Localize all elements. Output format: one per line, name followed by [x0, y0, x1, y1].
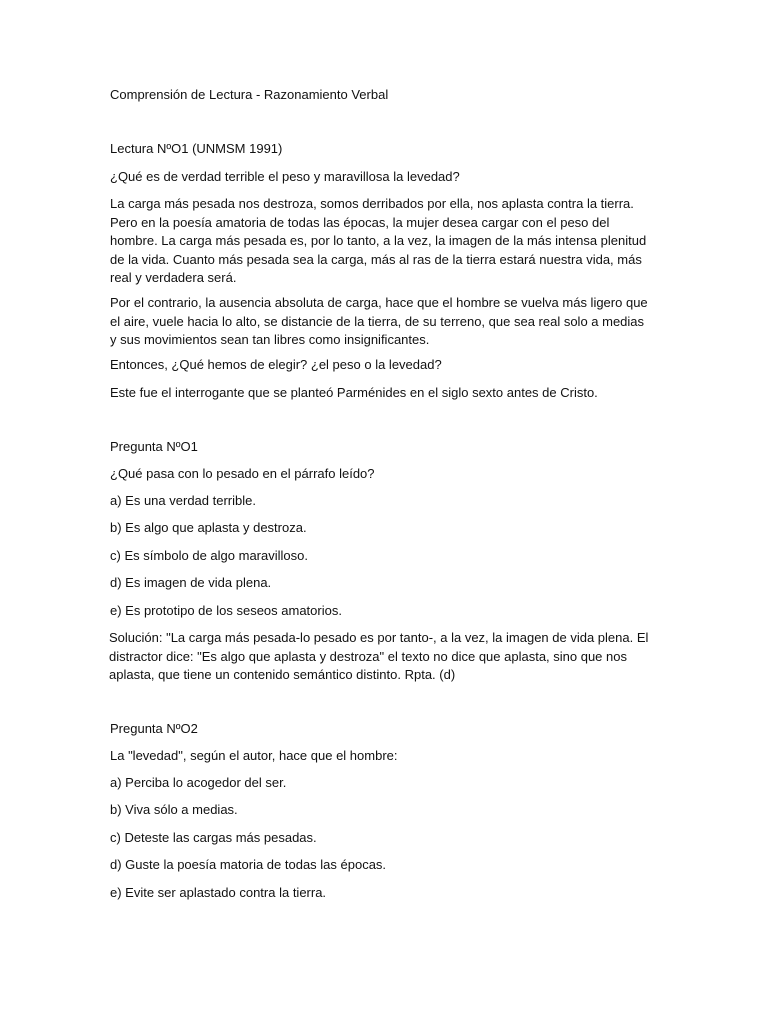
- question-1-prompt: ¿Qué pasa con lo pesado en el párrafo leído?: [110, 466, 375, 481]
- question-1-option-a: a) Es una verdad terrible.: [110, 493, 256, 508]
- question-1-option-d: d) Es imagen de vida plena.: [110, 575, 272, 590]
- question-1-solution: Solución: "La carga más pesada-lo pesado es por tanto-, a la vez, la imagen de vida plena. El distractor dice: "Es algo que aplasta y destroza" el texto no dice que aplasta, sino que nos aplasta, que tiene un contenido semántico distinto. Rpta. (d): [109, 630, 649, 682]
- question-2-option-b: b) Viva sólo a medias.: [110, 802, 238, 817]
- question-2-option-d: d) Guste la poesía matoria de todas las épocas.: [110, 857, 387, 872]
- question-1-option-b: b) Es algo que aplasta y destroza.: [110, 520, 307, 535]
- reading-paragraph-3: Entonces, ¿Qué hemos de elegir? ¿el peso o la levedad?: [110, 357, 442, 372]
- question-2-heading: Pregunta NºO2: [110, 721, 198, 736]
- question-1-option-e: e) Es prototipo de los seseos amatorios.: [110, 603, 342, 618]
- question-1-option-c: c) Es símbolo de algo maravilloso.: [110, 548, 308, 563]
- document-title: Comprensión de Lectura - Razonamiento Verbal: [110, 87, 389, 102]
- question-2-option-e: e) Evite ser aplastado contra la tierra.: [110, 885, 327, 900]
- question-2-option-a: a) Perciba lo acogedor del ser.: [110, 775, 287, 790]
- question-2-prompt: La "levedad", según el autor, hace que el hombre:: [110, 748, 398, 763]
- question-2-option-c: c) Deteste las cargas más pesadas.: [110, 830, 317, 845]
- reading-paragraph-2: Por el contrario, la ausencia absoluta de carga, hace que el hombre se vuelva más ligero que el aire, vuele hacia lo alto, se distancie de la tierra, de su terreno, que sea real solo a medias y sus movimientos sean tan libres como insignificantes.: [110, 295, 648, 347]
- reading-heading: Lectura NºO1 (UNMSM 1991): [110, 141, 283, 156]
- reading-paragraph-4: Este fue el interrogante que se planteó Parménides en el siglo sexto antes de Cristo.: [110, 385, 598, 400]
- reading-question: ¿Qué es de verdad terrible el peso y maravillosa la levedad?: [110, 169, 460, 184]
- question-1-heading: Pregunta NºO1: [110, 439, 198, 454]
- reading-paragraph-1: La carga más pesada nos destroza, somos derribados por ella, nos aplasta contra la tierra. Pero en la poesía amatoria de todas las épocas, la mujer desea cargar con el peso del hombre. La carga más pesada es, por lo tanto, a la vez, la imagen de la más intensa plenitud de la vida. Cuanto más pesada sea la carga, más al ras de la tierra estará nuestra vida, más real y verdadera será.: [110, 196, 647, 285]
